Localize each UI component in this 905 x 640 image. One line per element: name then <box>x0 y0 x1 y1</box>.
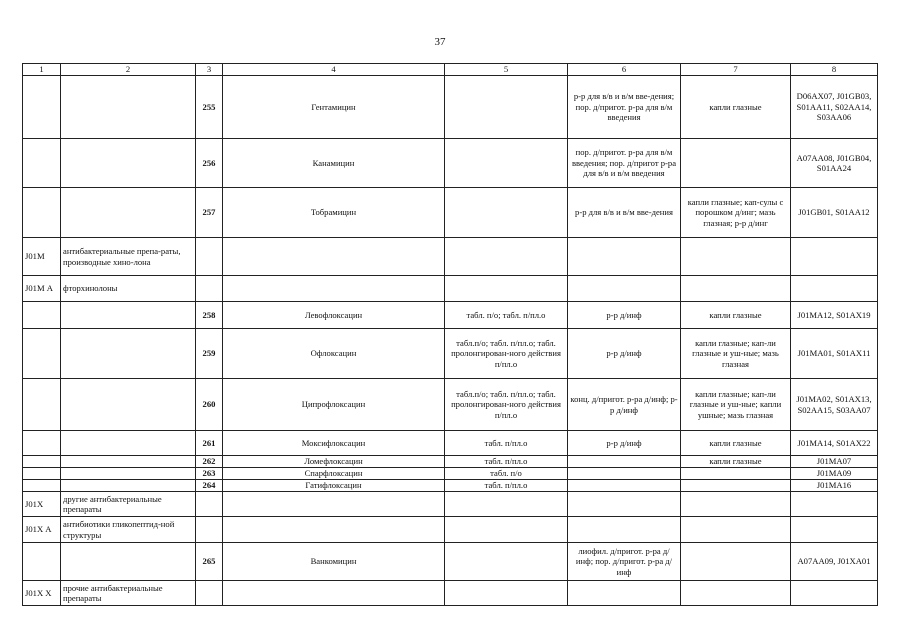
local-forms: капли глазные <box>681 456 791 468</box>
oral-forms: табл. п/о <box>445 468 568 480</box>
atc-group-name <box>61 480 196 492</box>
drug-name: Левофлоксацин <box>223 302 445 329</box>
local-forms: капли глазные <box>681 431 791 456</box>
local-forms <box>681 581 791 606</box>
atc-codes: J01MA12, S01AX19 <box>791 302 878 329</box>
atc-group-code <box>23 468 61 480</box>
drug-name: Канамицин <box>223 139 445 188</box>
drug-number: 258 <box>196 302 223 329</box>
drug-number: 259 <box>196 329 223 379</box>
drug-name: Ципрофлоксацин <box>223 379 445 431</box>
drug-name: Офлоксацин <box>223 329 445 379</box>
injection-forms <box>568 456 681 468</box>
injection-forms <box>568 276 681 302</box>
atc-codes: J01MA16 <box>791 480 878 492</box>
atc-group-name: прочие антибактериальные препараты <box>61 581 196 606</box>
local-forms <box>681 492 791 517</box>
atc-group-code <box>23 543 61 581</box>
oral-forms: табл.п/о; табл. п/пл.о; табл. пролонгирован-ного действия п/пл.о <box>445 379 568 431</box>
drug-number: 263 <box>196 468 223 480</box>
atc-group-code <box>23 480 61 492</box>
atc-group-name <box>61 431 196 456</box>
table-row <box>23 302 878 329</box>
atc-codes <box>791 517 878 543</box>
column-header: 4 <box>223 64 445 76</box>
oral-forms: табл. п/пл.о <box>445 456 568 468</box>
injection-forms: пор. д/пригот. р-ра для в/м введения; пор. д/пригот р-ра для в/в и в/м введения <box>568 139 681 188</box>
drug-number: 256 <box>196 139 223 188</box>
drug-number <box>196 238 223 276</box>
atc-group-code <box>23 76 61 139</box>
injection-forms: р-р д/инф <box>568 431 681 456</box>
oral-forms <box>445 492 568 517</box>
table-row <box>23 329 878 379</box>
atc-codes: J01MA02, S01AX13, S02AA15, S03AA07 <box>791 379 878 431</box>
table-row <box>23 543 878 581</box>
injection-forms: конц. д/пригот. р-ра д/инф; р-р д/инф <box>568 379 681 431</box>
drug-name <box>223 517 445 543</box>
table-row <box>23 480 878 492</box>
atc-group-name <box>61 76 196 139</box>
injection-forms <box>568 480 681 492</box>
injection-forms: р-р д/инф <box>568 302 681 329</box>
table-row <box>23 431 878 456</box>
drug-name <box>223 238 445 276</box>
oral-forms <box>445 517 568 543</box>
oral-forms <box>445 76 568 139</box>
column-header: 2 <box>61 64 196 76</box>
atc-group-code <box>23 302 61 329</box>
injection-forms: р-р для в/в и в/м вве-дения; пор. д/пригот. р-ра для в/м введения <box>568 76 681 139</box>
drug-number: 260 <box>196 379 223 431</box>
drug-name: Моксифлоксацин <box>223 431 445 456</box>
atc-codes: J01MA14, S01AX22 <box>791 431 878 456</box>
atc-codes: A07AA08, J01GB04, S01AA24 <box>791 139 878 188</box>
drug-name <box>223 581 445 606</box>
atc-group-code <box>23 329 61 379</box>
atc-codes <box>791 492 878 517</box>
column-header: 5 <box>445 64 568 76</box>
atc-group-name <box>61 379 196 431</box>
drug-name: Спарфлоксацин <box>223 468 445 480</box>
local-forms: капли глазные <box>681 76 791 139</box>
atc-group-code <box>23 456 61 468</box>
atc-group-code: J01X А <box>23 517 61 543</box>
injection-forms <box>568 517 681 543</box>
atc-codes: J01MA07 <box>791 456 878 468</box>
atc-group-name <box>61 456 196 468</box>
atc-codes: J01MA01, S01AX11 <box>791 329 878 379</box>
atc-group-name <box>61 329 196 379</box>
drug-number <box>196 276 223 302</box>
drug-number: 262 <box>196 456 223 468</box>
table-row <box>23 139 878 188</box>
atc-group-name <box>61 302 196 329</box>
drug-number: 264 <box>196 480 223 492</box>
drug-name: Гентамицин <box>223 76 445 139</box>
atc-codes <box>791 238 878 276</box>
drug-name: Ломефлоксацин <box>223 456 445 468</box>
oral-forms <box>445 581 568 606</box>
atc-group-code: J01X X <box>23 581 61 606</box>
atc-group-code: J01M А <box>23 276 61 302</box>
drug-number: 257 <box>196 188 223 238</box>
column-header: 8 <box>791 64 878 76</box>
atc-group-name <box>61 188 196 238</box>
drug-name <box>223 276 445 302</box>
injection-forms <box>568 581 681 606</box>
oral-forms: табл. п/пл.о <box>445 480 568 492</box>
atc-codes: J01MA09 <box>791 468 878 480</box>
injection-forms: р-р для в/в и в/м вве-дения <box>568 188 681 238</box>
drug-number: 265 <box>196 543 223 581</box>
injection-forms <box>568 238 681 276</box>
drug-name: Гатифлоксацин <box>223 480 445 492</box>
atc-codes: D06AX07, J01GB03, S01AA11, S02AA14, S03AA06 <box>791 76 878 139</box>
table-row <box>23 468 878 480</box>
atc-codes <box>791 581 878 606</box>
atc-group-name <box>61 468 196 480</box>
local-forms <box>681 238 791 276</box>
oral-forms: табл. п/о; табл. п/пл.о <box>445 302 568 329</box>
table-row <box>23 76 878 139</box>
table-row <box>23 238 878 276</box>
page-number: 37 <box>434 36 446 48</box>
injection-forms: р-р д/инф <box>568 329 681 379</box>
atc-group-name: фторхинолоны <box>61 276 196 302</box>
drug-number <box>196 581 223 606</box>
column-header: 6 <box>568 64 681 76</box>
local-forms <box>681 276 791 302</box>
local-forms <box>681 468 791 480</box>
oral-forms <box>445 188 568 238</box>
drug-number <box>196 492 223 517</box>
table-row <box>23 188 878 238</box>
injection-forms: лиофил. д/пригот. р-ра д/инф; пор. д/пригот. р-ра д/инф <box>568 543 681 581</box>
drug-name <box>223 492 445 517</box>
atc-group-code: J01M <box>23 238 61 276</box>
table-row <box>23 581 878 606</box>
table-row <box>23 379 878 431</box>
atc-group-name: другие антибактериальные препараты <box>61 492 196 517</box>
atc-group-code <box>23 188 61 238</box>
local-forms <box>681 543 791 581</box>
injection-forms <box>568 492 681 517</box>
atc-codes: J01GB01, S01AA12 <box>791 188 878 238</box>
drug-number: 261 <box>196 431 223 456</box>
atc-codes: A07AA09, J01XA01 <box>791 543 878 581</box>
oral-forms <box>445 139 568 188</box>
drug-number <box>196 517 223 543</box>
oral-forms: табл. п/пл.о <box>445 431 568 456</box>
oral-forms <box>445 543 568 581</box>
local-forms <box>681 139 791 188</box>
drug-name: Ванкомицин <box>223 543 445 581</box>
table-row <box>23 456 878 468</box>
local-forms: капли глазные; кап-ли глазные и уш-ные; капли ушные; мазь глазная <box>681 379 791 431</box>
atc-codes <box>791 276 878 302</box>
atc-group-code <box>23 139 61 188</box>
local-forms <box>681 517 791 543</box>
local-forms: капли глазные; кап-сулы с порошком д/инг; мазь глазная; р-р д/инг <box>681 188 791 238</box>
header-row <box>23 64 878 76</box>
atc-group-code <box>23 431 61 456</box>
atc-group-code <box>23 379 61 431</box>
local-forms: капли глазные; кап-ли глазные и уш-ные; мазь глазная <box>681 329 791 379</box>
local-forms: капли глазные <box>681 302 791 329</box>
table-row <box>23 276 878 302</box>
atc-group-code: J01X <box>23 492 61 517</box>
column-header: 7 <box>681 64 791 76</box>
column-header: 1 <box>23 64 61 76</box>
oral-forms <box>445 276 568 302</box>
injection-forms <box>568 468 681 480</box>
atc-group-name <box>61 139 196 188</box>
atc-group-name <box>61 543 196 581</box>
oral-forms <box>445 238 568 276</box>
drug-table <box>22 63 878 606</box>
atc-group-name: антибактериальные препа-раты, производные хино-лона <box>61 238 196 276</box>
atc-group-name: антибиотики гликопептид-ной структуры <box>61 517 196 543</box>
table-row <box>23 492 878 517</box>
oral-forms: табл.п/о; табл. п/пл.о; табл. пролонгирован-ного действия п/пл.о <box>445 329 568 379</box>
column-header: 3 <box>196 64 223 76</box>
drug-name: Тобрамицин <box>223 188 445 238</box>
table-row <box>23 517 878 543</box>
drug-number: 255 <box>196 76 223 139</box>
local-forms <box>681 480 791 492</box>
table-body <box>23 76 878 606</box>
